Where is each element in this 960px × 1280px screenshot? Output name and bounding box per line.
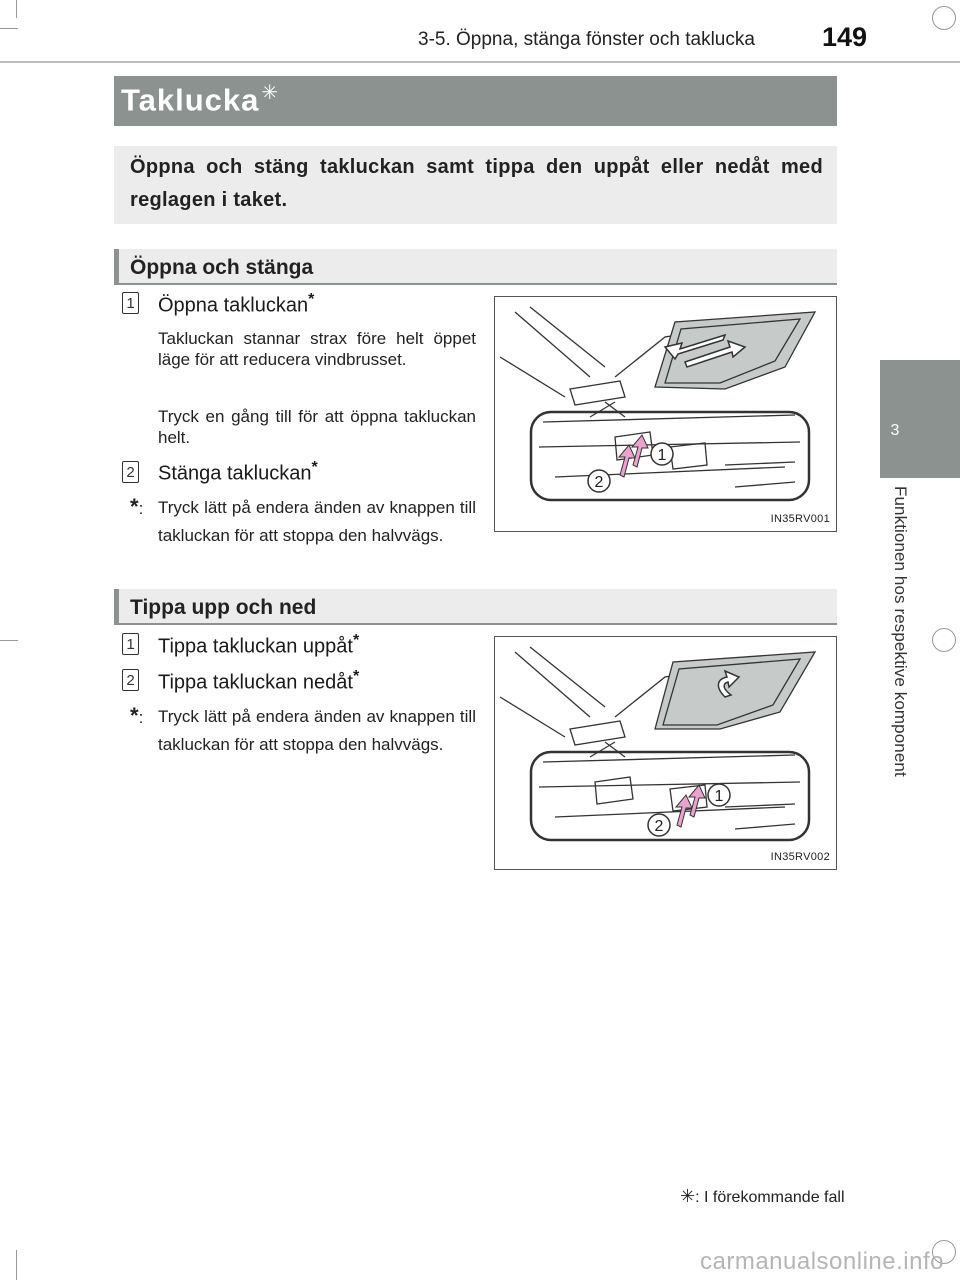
note-colon: : [138, 708, 144, 727]
crop-mark [0, 28, 18, 29]
asterisk-icon: * [311, 459, 318, 476]
header-rule [0, 61, 960, 63]
note-text: Tryck lätt på endera änden av knappen till takluckan för att stoppa den halvvägs. [158, 498, 476, 545]
sunroof-figure-tilt [494, 636, 837, 870]
page-number: 149 [822, 22, 868, 52]
asterisk-icon: * [130, 494, 139, 519]
chapter-title: Funktionen hos respektive komponent [891, 486, 910, 777]
item-number: 2 [122, 669, 139, 691]
paragraph: Takluckan stannar strax före helt öppet läge för att reducera vindbrusset. [158, 329, 476, 369]
list-item [158, 291, 314, 318]
note-colon: : [138, 499, 144, 518]
item-number: 1 [122, 633, 139, 655]
note-marker [130, 494, 143, 520]
figure-code: IN35RV001 [770, 513, 830, 525]
callout-label: 2 [654, 818, 664, 835]
item-label: Öppna takluckan [158, 294, 309, 317]
callout-label: 2 [594, 474, 604, 491]
callout-label: 1 [714, 788, 724, 805]
crop-mark [16, 0, 17, 18]
paragraph: Tryck en gång till för att öppna takluckan helt. [158, 407, 476, 447]
note-marker [130, 703, 143, 729]
page-heading-text: Taklucka [121, 82, 260, 118]
item-number: 1 [122, 292, 139, 314]
page-heading [121, 80, 279, 118]
footnote [680, 1186, 845, 1207]
crop-mark [16, 1250, 17, 1280]
item-label: Tippa takluckan nedåt [158, 671, 353, 694]
asterisk-icon: ✳ [261, 82, 280, 104]
footnote-text: : I förekommande fall [695, 1189, 845, 1206]
list-item [158, 632, 359, 659]
list-item [158, 668, 359, 695]
asterisk-icon: ✳ [680, 1186, 696, 1206]
registration-mark [932, 628, 956, 652]
item-label: Tippa takluckan uppåt [158, 635, 353, 658]
sunroof-illustration [495, 297, 836, 531]
chapter-number: 3 [890, 422, 900, 439]
intro-text: Öppna och stäng takluckan samt tippa den uppåt eller nedåt med reglagen i taket. [130, 156, 823, 211]
section-heading: Tippa upp och ned [130, 596, 317, 619]
sunroof-illustration [495, 637, 836, 869]
item-number: 2 [122, 461, 139, 483]
asterisk-icon: * [308, 291, 315, 308]
watermark: carmanualsonline.info [700, 1248, 944, 1275]
list-item [158, 459, 318, 486]
section-title: 3-5. Öppna, stänga fönster och taklucka [418, 29, 755, 50]
note-text: Tryck lätt på endera änden av knappen till takluckan för att stoppa den halvvägs. [158, 707, 476, 754]
crop-mark [0, 640, 18, 641]
asterisk-icon: * [130, 703, 139, 728]
asterisk-icon: * [352, 668, 360, 685]
chapter-tab [880, 360, 960, 478]
section-heading: Öppna och stänga [130, 256, 314, 279]
registration-mark [932, 6, 956, 30]
sunroof-figure-open-close [494, 296, 837, 532]
callout-label: 1 [657, 447, 667, 464]
figure-code: IN35RV002 [770, 851, 830, 863]
item-label: Stänga takluckan [158, 462, 312, 485]
asterisk-icon: * [352, 632, 360, 649]
